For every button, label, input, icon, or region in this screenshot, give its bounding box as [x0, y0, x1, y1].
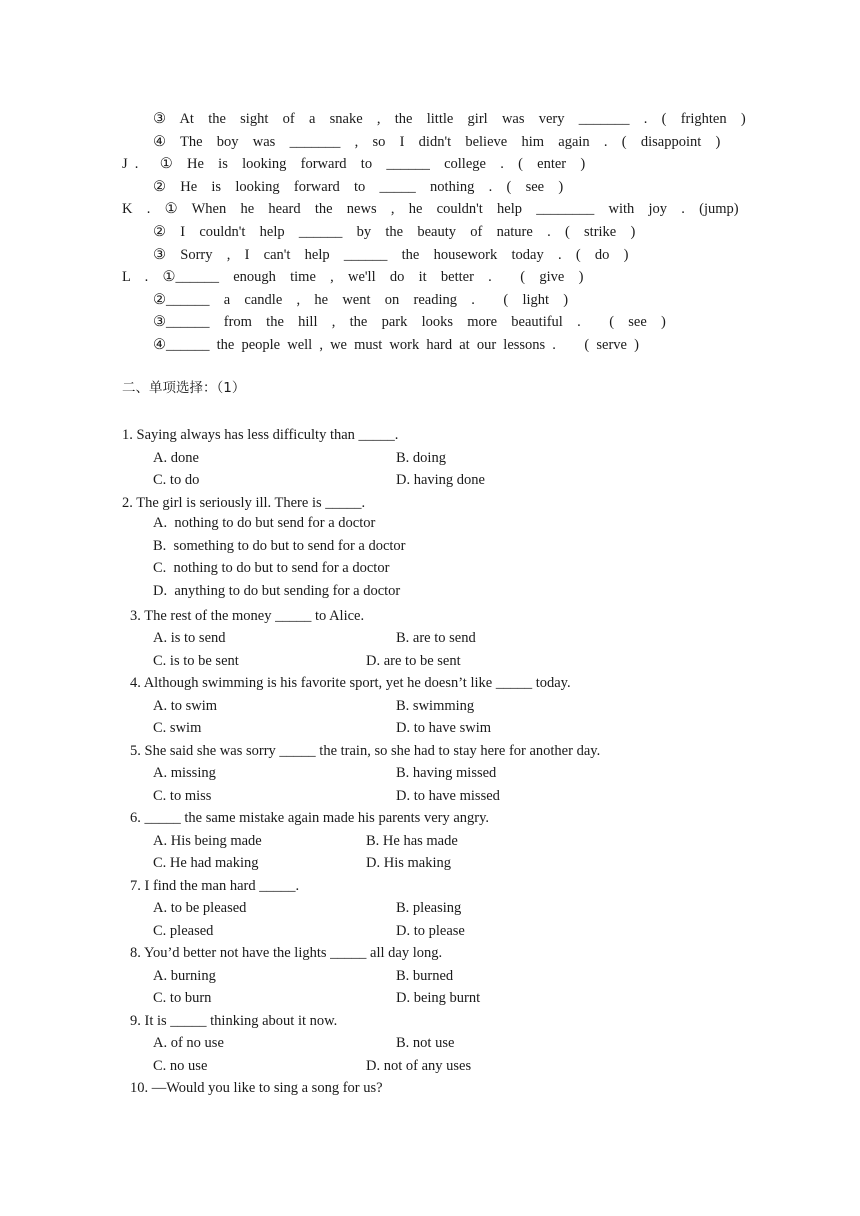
- exercise-line: ② I couldn't help ______ by the beauty of nature . ( strike ): [153, 224, 636, 240]
- answer-option: D. to have swim: [396, 720, 492, 736]
- answer-option: B. swimming: [396, 698, 475, 714]
- exercise-line: L . ①______ enough time , we'll do it better . ( give ): [122, 269, 584, 285]
- exercise-line: ③ Sorry , I can't help ______ the housework today . ( do ): [153, 247, 629, 263]
- answer-option: A. burning: [153, 968, 216, 984]
- answer-option: B. pleasing: [396, 900, 462, 916]
- exercise-line: J . ① He is looking forward to ______ college . ( enter ): [122, 156, 586, 172]
- exercise-line: ②______ a candle , he went on reading . ( light ): [153, 292, 569, 308]
- answer-option: D. having done: [396, 472, 485, 488]
- question-stem: 1. Saying always has less difficulty than _____.: [122, 427, 399, 443]
- exercise-line: ④______ the people well , we must work hard at our lessons . ( serve ): [153, 337, 639, 353]
- answer-option: C. to do: [153, 472, 200, 488]
- exercise-line: K . ① When he heard the news , he couldn't help ________ with joy . (jump): [122, 201, 739, 217]
- answer-option: B. He has made: [366, 833, 458, 849]
- answer-option: C. nothing to do but to send for a doctor: [153, 560, 390, 576]
- answer-option: D. to please: [396, 923, 465, 939]
- answer-option: D. are to be sent: [366, 653, 461, 669]
- section-title: 二、单项选择：（1）: [122, 380, 246, 396]
- answer-option: A. is to send: [153, 630, 226, 646]
- answer-option: A. to swim: [153, 698, 218, 714]
- answer-option: A. missing: [153, 765, 216, 781]
- answer-option: B. doing: [396, 450, 446, 466]
- answer-option: D. not of any uses: [366, 1058, 472, 1074]
- question-stem: 10. —Would you like to sing a song for us?: [130, 1080, 383, 1096]
- answer-option: A. done: [153, 450, 199, 466]
- answer-option: B. are to send: [396, 630, 476, 646]
- answer-option: D. anything to do but sending for a doctor: [153, 583, 401, 599]
- answer-option: C. swim: [153, 720, 202, 736]
- question-stem: 2. The girl is seriously ill. There is _____.: [122, 495, 366, 511]
- answer-option: C. He had making: [153, 855, 259, 871]
- answer-option: C. is to be sent: [153, 653, 239, 669]
- answer-option: C. pleased: [153, 923, 214, 939]
- answer-option: B. having missed: [396, 765, 497, 781]
- answer-option: C. to miss: [153, 788, 212, 804]
- answer-option: B. burned: [396, 968, 454, 984]
- answer-option: D. being burnt: [396, 990, 481, 1006]
- answer-option: C. to burn: [153, 990, 212, 1006]
- answer-option: A. nothing to do but send for a doctor: [153, 515, 376, 531]
- answer-option: B. something to do but to send for a doctor: [153, 538, 406, 554]
- answer-option: D. His making: [366, 855, 451, 871]
- question-stem: 8. You’d better not have the lights _____ all day long.: [130, 945, 443, 961]
- exercise-line: ③ At the sight of a snake , the little girl was very _______ . ( frighten ): [153, 111, 746, 127]
- question-stem: 9. It is _____ thinking about it now.: [130, 1013, 338, 1029]
- question-stem: 6. _____ the same mistake again made his parents very angry.: [130, 810, 490, 826]
- question-stem: 3. The rest of the money _____ to Alice.: [130, 608, 365, 624]
- exercise-line: ④ The boy was _______ , so I didn't believe him again . ( disappoint ): [153, 134, 721, 150]
- answer-option: C. no use: [153, 1058, 208, 1074]
- answer-option: A. to be pleased: [153, 900, 247, 916]
- exercise-line: ② He is looking forward to _____ nothing . ( see ): [153, 179, 564, 195]
- answer-option: A. His being made: [153, 833, 262, 849]
- answer-option: A. of no use: [153, 1035, 224, 1051]
- question-stem: 5. She said she was sorry _____ the train, so she had to stay here for another day.: [130, 743, 601, 759]
- question-stem: 7. I find the man hard _____.: [130, 878, 300, 894]
- exercise-line: ③______ from the hill , the park looks more beautiful . ( see ): [153, 314, 666, 330]
- answer-option: D. to have missed: [396, 788, 500, 804]
- answer-option: B. not use: [396, 1035, 455, 1051]
- question-stem: 4. Although swimming is his favorite sport, yet he doesn’t like _____ today.: [130, 675, 571, 691]
